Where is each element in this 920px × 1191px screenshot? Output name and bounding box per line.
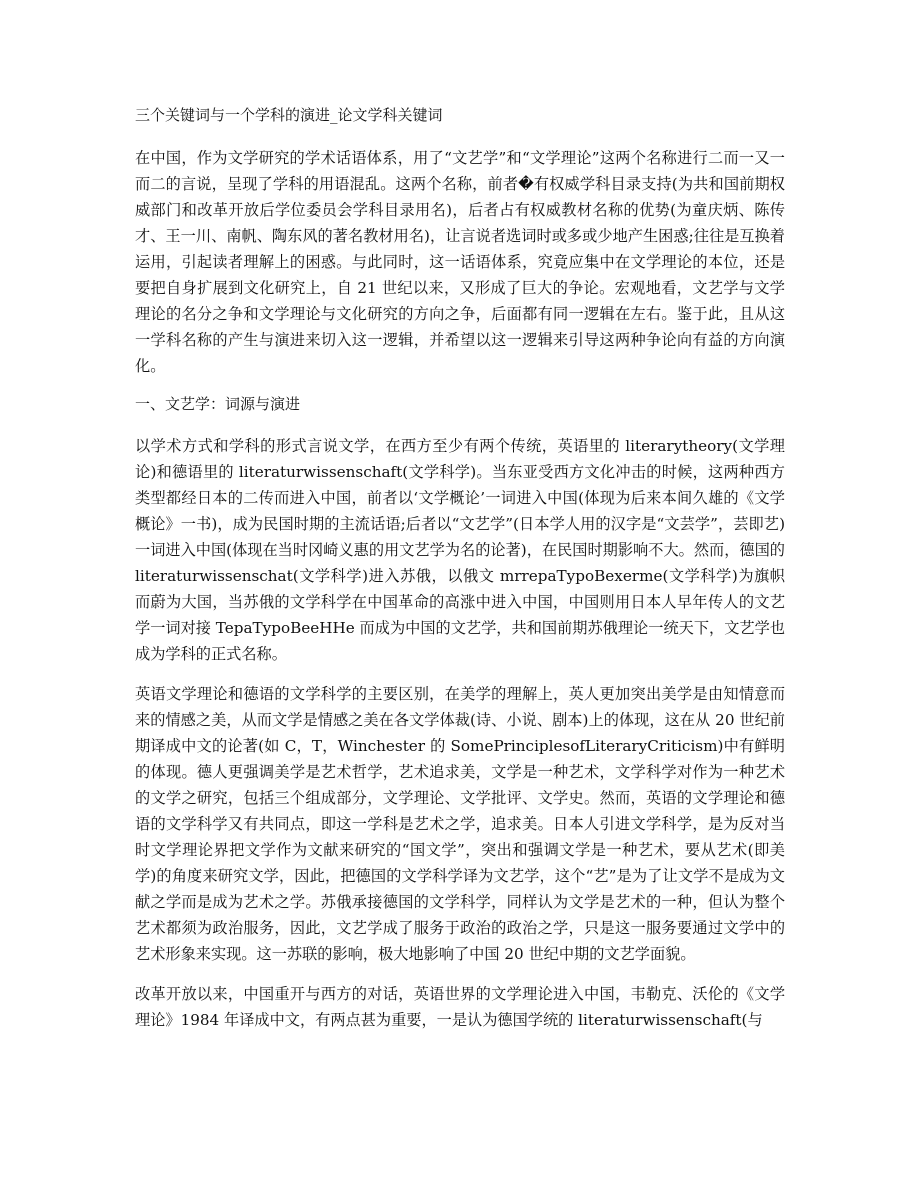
section-heading: 一、文艺学：词源与演进 <box>135 395 301 413</box>
section-paragraph-3: 改革开放以来，中国重开与西方的对话，英语世界的文学理论进入中国，韦勒克、沃伦的《文学理论》1984 年译成中文，有两点甚为重要，一是认为德国学统的 literaturwissenschaft(与 <box>135 985 785 1029</box>
section-paragraph-1: 以学术方式和学科的形式言说文学，在西方至少有两个传统，英语里的 literarytheory(文学理论)和德语里的 literaturwissenschaft(文学科学)。当东亚受西方文化冲击的时候，这两种西方类型都经日本的二传而进入中国，前者以‘文学概论’一词进入中国(体现为后来本间久雄的《文学概论》一书)，成为民国时期的主流话语;后者以“文艺学”(日本学人用的汉字是“文芸学”，芸即艺)一词进入中国(体现在当时冈崎义惠的用文艺学为名的论著)，在民国时期影响不大。然而，德国的 literaturwissenschat(文学科学)进入苏俄，以俄文 mrrepaTypoBexerme(文学科学)为旗帜而蔚为大国，当苏俄的文学科学在中国革命的高涨中进入中国，中国则用日本人早年传人的文艺学一词对接 TepaTypoBeeHHe 而成为中国的文艺学，共和国前期苏俄理论一统天下，文艺学也成为学科的正式名称。 <box>135 437 785 663</box>
intro-paragraph: 在中国，作为文学研究的学术话语体系，用了“文艺学”和“文学理论”这两个名称进行二而一又一而二的言说，呈现了学科的用语混乱。这两个名称，前者�有权威学科目录支持(为共和国前期权威部门和改革开放后学位委员会学科目录用名)，后者占有权威教材名称的优势(为童庆炳、陈传才、王一川、南帆、陶东风的著名教材用名)，让言说者选词时或多或少地产生困惑;往往是互换着运用，引起读者理解上的困惑。与此同时，这一话语体系，究竟应集中在文学理论的本位，还是要把自身扩展到文化研究上，自 21 世纪以来，又形成了巨大的争论。宏观地看，文艺学与文学理论的名分之争和文学理论与文化研究的方向之争，后面都有同一逻辑在左右。鉴于此，且从这一学科名称的产生与演进来切入这一逻辑，并希望以这一逻辑来引导这两种争论向有益的方向演化。 <box>135 149 785 375</box>
document-title: 三个关键词与一个学科的演进_论文学科关键词 <box>135 106 443 124</box>
section-paragraph-2: 英语文学理论和德语的文学科学的主要区别，在美学的理解上，英人更加突出美学是由知情意而来的情感之美，从而文学是情感之美在各文学体裁(诗、小说、剧本)上的体现，这在从 20 世纪前期译成中文的论著(如 C，T，Winchester 的 SomePrinciplesofLiteraryCriticism)中有鲜明的体现。德人更强调美学是艺术哲学，艺术追求美，文学是一种艺术，文学科学对作为一种艺术的文学之研究，包括三个组成部分，文学理论、文学批评、文学史。然而，英语的文学理论和德语的文学科学又有共同点，即这一学科是艺术之学，追求美。日本人引进文学科学，是为反对当时文学理论界把文学作为文献来研究的“国文学”，突出和强调文学是一种艺术，要从艺术(即美学)的角度来研究文学，因此，把德国的文学科学译为文艺学，这个“艺”是为了让文学不是成为文献之学而是成为艺术之学。苏俄承接德国的文学科学，同样认为文学是艺术的一种，但认为整个艺术都须为政治服务，因此，文艺学成了服务于政治的政治之学，只是这一服务要通过文学中的艺术形象来实现。这一苏联的影响，极大地影响了中国 20 世纪中期的文艺学面貌。 <box>135 685 785 963</box>
document-page <box>135 104 785 1047</box>
